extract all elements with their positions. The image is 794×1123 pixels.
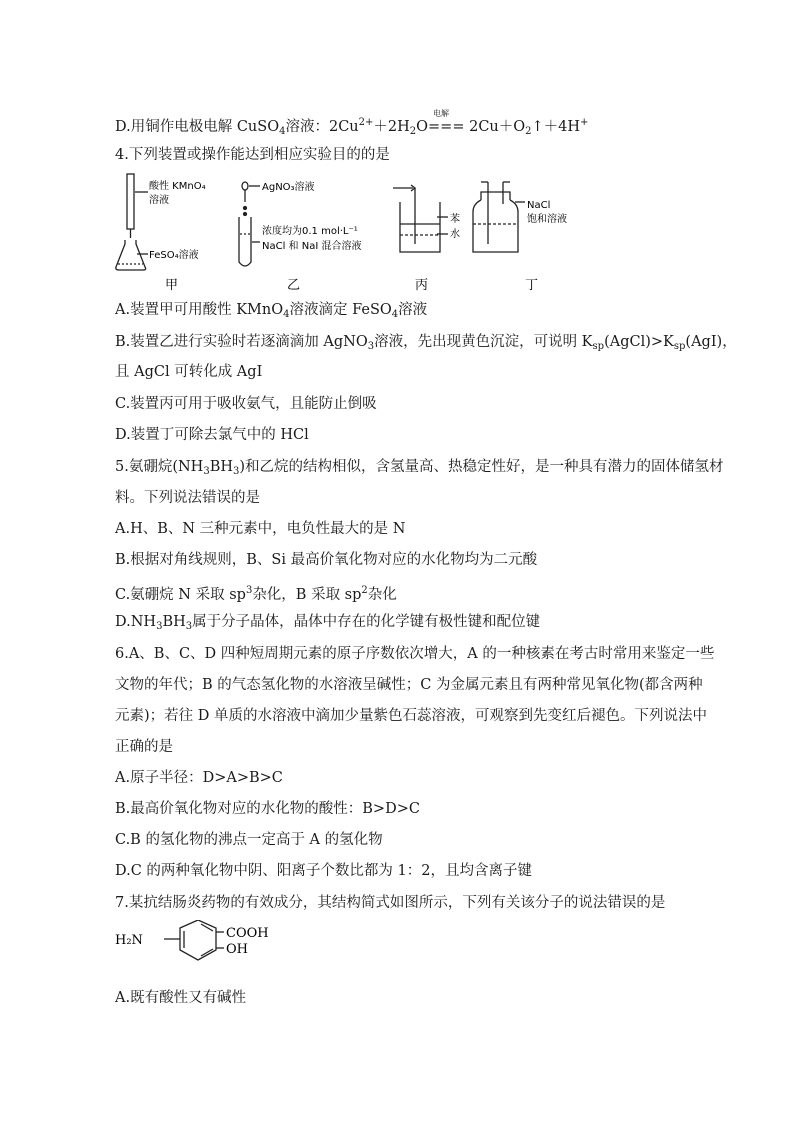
q5-option-d: $D.NH_3BH_3$属于分子晶体，晶体中存在的化学键有极性键和配位键 bbox=[115, 614, 541, 632]
apparatus-jia bbox=[116, 174, 148, 270]
q7-structure-formula bbox=[112, 920, 282, 980]
q3-option-d: D.用铜作电极电解 CuSO$_4$溶液：$2Cu^{2+}+2H_2O$ 电解 === $2Cu+O_2↑+4H^+$ bbox=[115, 109, 589, 137]
apparatus-svg bbox=[115, 172, 585, 297]
ding-reagent-label: NaCl bbox=[527, 200, 551, 211]
amino-group-label: H₂N bbox=[115, 933, 143, 948]
q5-stem-line1: 5.氨硼烷$(NH_3BH_3)$和乙烷的结构相似，含氢量高、热稳定性好，是一种具有潜力的固体储氢材 bbox=[115, 459, 724, 477]
bing-caption: 丙 bbox=[415, 278, 429, 293]
benzene-ring bbox=[164, 920, 224, 960]
electrolysis-arrow: 电解 === bbox=[428, 109, 465, 135]
bing-benzene-label: 苯 bbox=[450, 214, 460, 225]
q5-option-a: A.H、B、N 三种元素中，电负性最大的是 N bbox=[115, 521, 406, 537]
jia-flask-label: FeSO₄溶液 bbox=[149, 250, 199, 261]
q6-option-b: B.最高价氧化物对应的水化物的酸性：B>D>C bbox=[115, 801, 420, 817]
q6-stem-line3: 元素)；若往 D 单质的水溶液中滴加少量紫色石蕊溶液，可观察到先变红后褪色。下列说法中 bbox=[115, 708, 707, 724]
jia-reagent-label-2: 溶液 bbox=[149, 195, 169, 206]
apparatus-bing bbox=[393, 185, 448, 252]
carboxyl-group-label: COOH bbox=[226, 926, 269, 941]
yi-mixture-label: NaCl 和 NaI 混合溶液 bbox=[262, 241, 362, 252]
q5-option-b: B.根据对角线规则，B、Si 最高价氧化物对应的水化物均为二元酸 bbox=[115, 552, 538, 568]
q7-stem: 7.某抗结肠炎药物的有效成分，其结构简式如图所示，下列有关该分子的说法错误的是 bbox=[115, 895, 666, 911]
q4-stem: 4.下列装置或操作能达到相应实验目的的是 bbox=[115, 147, 390, 163]
yi-concentration-label: 浓度均为0.1 mol·L⁻¹ bbox=[262, 226, 358, 237]
hydroxyl-group-label: OH bbox=[226, 942, 248, 957]
yi-dropper-label: AgNO₃溶液 bbox=[262, 182, 315, 193]
apparatus-ding bbox=[473, 182, 525, 252]
q6-option-a: A.原子半径：D>A>B>C bbox=[115, 770, 283, 786]
bing-water-label: 水 bbox=[450, 229, 460, 240]
yi-caption: 乙 bbox=[287, 278, 301, 293]
jia-reagent-label: 酸性 KMnO₄ bbox=[149, 181, 206, 192]
q4-option-b-line2: 且 AgCl 可转化成 AgI bbox=[115, 364, 263, 380]
q5-stem-line2: 料。下列说法错误的是 bbox=[115, 490, 260, 506]
ding-reagent-label-2: 饱和溶液 bbox=[527, 214, 567, 225]
q4-option-a: A.装置甲可用酸性 KMnO$_4$溶液滴定 FeSO$_4$溶液 bbox=[115, 302, 428, 320]
q4-option-c: C.装置丙可用于吸收氨气，且能防止倒吸 bbox=[115, 396, 377, 412]
q6-stem-line1: 6.A、B、C、D 四种短周期元素的原子序数依次增大，A 的一种核素在考古时常用来鉴定一些 bbox=[115, 646, 715, 662]
q6-option-d: D.C 的两种氧化物中阴、阳离子个数比都为 1：2，且均含离子键 bbox=[115, 863, 532, 879]
apparatus-yi bbox=[239, 182, 260, 266]
q6-stem-line2: 文物的年代；B 的气态氢化物的水溶液呈碱性；C 为金属元素且有两种常见氧化物(都含两种 bbox=[115, 677, 703, 693]
q4-option-d: D.装置丁可除去氯气中的 HCl bbox=[115, 427, 309, 443]
q6-stem-line4: 正确的是 bbox=[115, 739, 173, 755]
benzene-structure-svg bbox=[112, 920, 282, 980]
q6-option-c: C.B 的氢化物的沸点一定高于 A 的氢化物 bbox=[115, 832, 383, 848]
ding-caption: 丁 bbox=[525, 278, 539, 293]
jia-caption: 甲 bbox=[165, 278, 179, 293]
q5-option-c: C.氨硼烷 N 采取 $sp^3$杂化，B 采取 $sp^2$杂化 bbox=[115, 585, 397, 603]
q7-option-a: A.既有酸性又有碱性 bbox=[115, 990, 247, 1006]
q4-apparatus-figure bbox=[115, 172, 585, 297]
q4-option-b-line1: B.装置乙进行实验时若逐滴滴加 AgNO$_3$溶液，先出现黄色沉淀，可说明 $K_{sp}(AgCl)>K_{sp}(AgI)$， bbox=[115, 334, 737, 352]
